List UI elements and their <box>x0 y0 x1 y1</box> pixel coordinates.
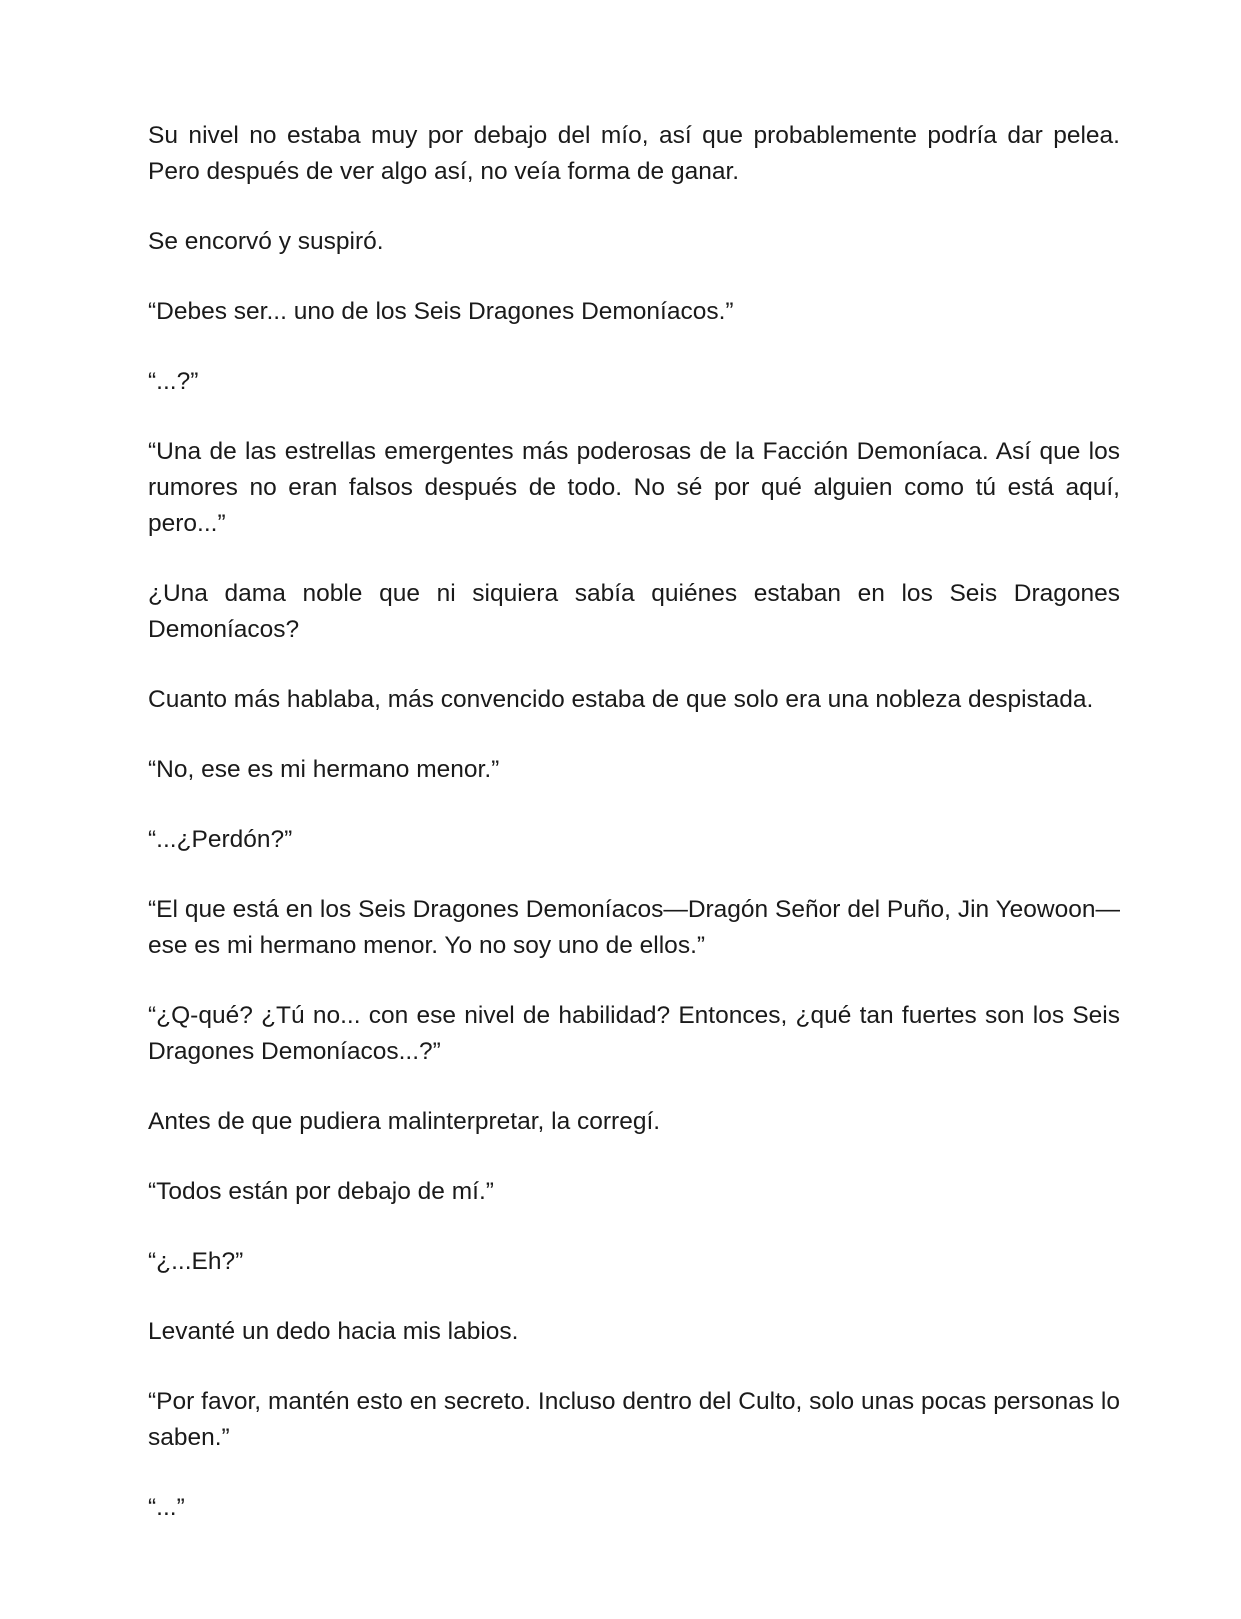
paragraph-12: Antes de que pudiera malinterpretar, la corregí. <box>148 1108 661 1135</box>
paragraph-2: Se encorvó y suspiró. <box>148 228 384 255</box>
paragraph-16: “Por favor, mantén esto en secreto. Incluso dentro del Culto, solo unas pocas personas lo saben.” <box>148 1388 1120 1451</box>
paragraph-6: ¿Una dama noble que ni siquiera sabía quiénes estaban en los Seis Dragones Demoníacos? <box>148 580 1120 643</box>
paragraph-4: “...?” <box>148 368 199 395</box>
paragraph-9: “...¿Perdón?” <box>148 826 293 853</box>
document-page <box>148 118 1120 1526</box>
paragraph-3: “Debes ser... uno de los Seis Dragones Demoníacos.” <box>148 298 734 325</box>
paragraph-1: Su nivel no estaba muy por debajo del mío, así que probablemente podría dar pelea. Pero después de ver algo así, no veía forma de ganar. <box>148 122 1120 185</box>
paragraph-15: Levanté un dedo hacia mis labios. <box>148 1318 519 1345</box>
paragraph-11: “¿Q-qué? ¿Tú no... con ese nivel de habilidad? Entonces, ¿qué tan fuertes son los Seis Dragones Demoníacos...?” <box>148 1002 1120 1065</box>
paragraph-14: “¿...Eh?” <box>148 1248 244 1275</box>
paragraph-13: “Todos están por debajo de mí.” <box>148 1178 494 1205</box>
paragraph-5: “Una de las estrellas emergentes más poderosas de la Facción Demoníaca. Así que los rumores no eran falsos después de todo. No sé por qué alguien como tú está aquí, pero...” <box>148 438 1120 537</box>
paragraph-8: “No, ese es mi hermano menor.” <box>148 756 500 783</box>
paragraph-7: Cuanto más hablaba, más convencido estaba de que solo era una nobleza despistada. <box>148 686 1094 713</box>
paragraph-10: “El que está en los Seis Dragones Demoníacos—Dragón Señor del Puño, Jin Yeowoon—ese es mi hermano menor. Yo no soy uno de ellos.” <box>148 896 1120 959</box>
paragraph-17: “...” <box>148 1494 185 1521</box>
